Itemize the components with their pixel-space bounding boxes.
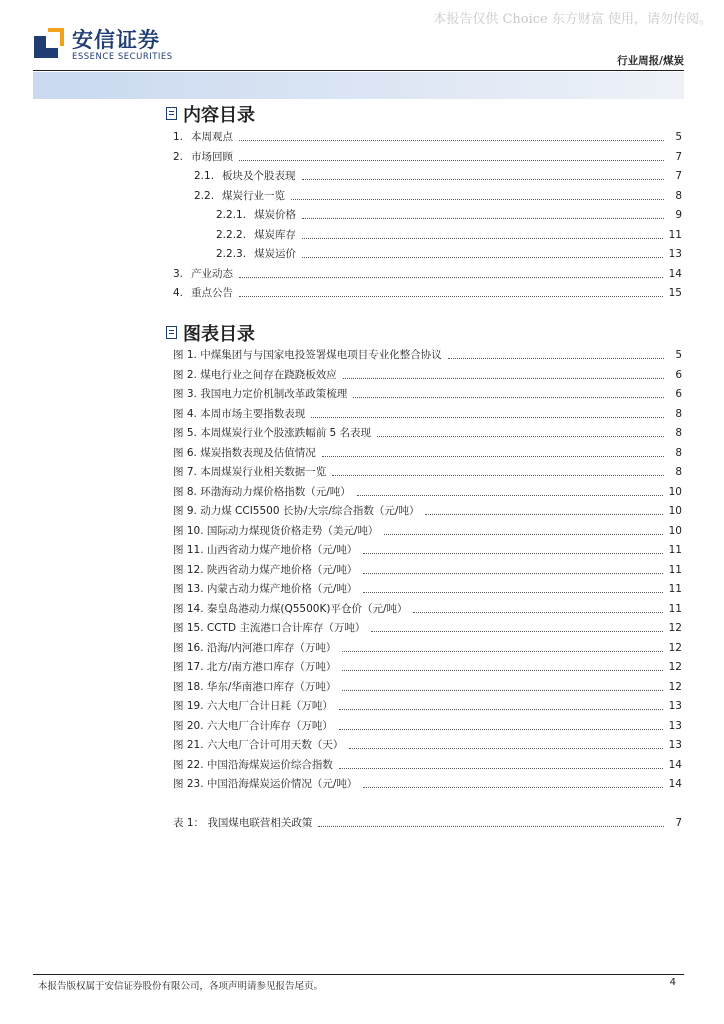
toc-entry-number: 2.2. — [194, 190, 215, 202]
figure-entry-label: 图 21. 六大电厂合计可用天数（天） — [173, 739, 344, 751]
figure-entry[interactable] — [173, 679, 682, 695]
figure-entry-label: 图 17. 北方/南方港口库存（万吨） — [173, 661, 337, 673]
figure-entry-page: 12 — [668, 661, 682, 673]
leader-dots — [322, 455, 664, 457]
toc-entry-label: 板块及个股表现 — [222, 170, 296, 182]
leader-dots — [357, 494, 663, 496]
figure-entry-page: 10 — [668, 505, 682, 517]
figure-entry[interactable] — [173, 718, 682, 734]
leader-dots — [384, 533, 662, 535]
leader-dots — [311, 416, 664, 418]
logo-name-cn: 安信证券 — [72, 28, 160, 52]
figure-entry-page: 12 — [668, 622, 682, 634]
toc-entry[interactable] — [216, 246, 682, 262]
figure-entry-label: 图 15. CCTD 主流港口合计库存（万吨） — [173, 622, 366, 634]
toc-entry[interactable] — [216, 227, 682, 243]
leader-dots — [363, 572, 662, 574]
figure-entry[interactable] — [173, 425, 682, 441]
figure-entry-label: 图 4. 本周市场主要指数表现 — [173, 408, 306, 420]
leader-dots — [339, 728, 663, 730]
leader-dots — [343, 377, 664, 379]
figure-entry-page: 13 — [668, 739, 682, 751]
figure-entry-page: 14 — [668, 778, 682, 790]
toc-entry-page: 9 — [675, 209, 682, 221]
figure-entry-page: 11 — [668, 583, 682, 595]
toc-entry[interactable] — [194, 168, 682, 184]
toc-entry-page: 13 — [668, 248, 682, 260]
leader-dots — [448, 357, 664, 359]
toc-entry-page: 5 — [675, 131, 682, 143]
figure-entry-label: 图 19. 六大电厂合计日耗（万吨） — [173, 700, 333, 712]
leader-dots — [342, 689, 662, 691]
figure-entry-label: 图 1. 中煤集团与与国家电投签署煤电项目专业化整合协议 — [173, 349, 442, 361]
figure-entry[interactable] — [173, 542, 682, 558]
leader-dots — [349, 747, 662, 749]
figure-entry-label: 图 8. 环渤海动力煤价格指数（元/吨） — [173, 486, 351, 498]
figure-entry-label: 图 11. 山西省动力煤产地价格（元/吨） — [173, 544, 358, 556]
figures-title: 图表目录 — [183, 324, 255, 345]
figure-entry[interactable] — [173, 620, 682, 636]
leader-dots — [363, 786, 662, 788]
toc-entry-number: 1. — [173, 131, 184, 143]
toc-entry[interactable] — [194, 188, 682, 204]
figure-entry[interactable] — [173, 562, 682, 578]
leader-dots — [318, 825, 664, 827]
toc-entry-label: 重点公告 — [191, 287, 234, 299]
page-number: 4 — [669, 977, 676, 988]
figure-entry-page: 13 — [668, 700, 682, 712]
toc-entry-number: 2.2.1. — [216, 209, 247, 221]
leader-dots — [239, 139, 664, 141]
company-logo — [32, 24, 212, 68]
figure-entry-page: 8 — [675, 447, 682, 459]
footer-divider — [33, 974, 684, 975]
toc-entry-number: 4. — [173, 287, 184, 299]
figure-entry[interactable] — [173, 523, 682, 539]
figure-entry-page: 6 — [675, 388, 682, 400]
figure-entry[interactable] — [173, 386, 682, 402]
toc-entry-number: 2. — [173, 151, 184, 163]
leader-dots — [377, 435, 664, 437]
leader-dots — [332, 474, 664, 476]
leader-dots — [339, 767, 663, 769]
toc-entry-label: 煤炭运价 — [254, 248, 297, 260]
figure-entry-label: 图 22. 中国沿海煤炭运价综合指数 — [173, 759, 333, 771]
figure-entry[interactable] — [173, 581, 682, 597]
toc-entry[interactable] — [216, 207, 682, 223]
leader-dots — [239, 159, 664, 161]
header-divider — [33, 70, 684, 71]
toc-entry[interactable] — [173, 285, 682, 301]
toc-entry[interactable] — [173, 266, 682, 282]
leader-dots — [302, 178, 664, 180]
figures-heading — [166, 320, 255, 346]
table-entry-label: 表 1： 我国煤电联营相关政策 — [173, 817, 313, 829]
figure-entry-page: 10 — [668, 525, 682, 537]
figure-entry-page: 14 — [668, 759, 682, 771]
toc-entry-number: 2.1. — [194, 170, 215, 182]
figure-entry-label: 图 13. 内蒙古动力煤产地价格（元/吨） — [173, 583, 358, 595]
report-category: 行业周报/煤炭 — [617, 55, 684, 67]
contents-heading — [166, 101, 255, 127]
toc-entry[interactable] — [173, 129, 682, 145]
figure-entry[interactable] — [173, 698, 682, 714]
leader-dots — [342, 669, 662, 671]
figure-entry-label: 图 14. 秦皇岛港动力煤(Q5500K)平仓价（元/吨） — [173, 603, 408, 615]
figure-entry-label: 图 20. 六大电厂合计库存（万吨） — [173, 720, 333, 732]
toc-entry-label: 煤炭库存 — [254, 229, 297, 241]
figure-entry-label: 图 9. 动力煤 CCI5500 长协/大宗/综合指数（元/吨） — [173, 505, 420, 517]
leader-dots — [413, 611, 662, 613]
figure-entry-label: 图 7. 本周煤炭行业相关数据一览 — [173, 466, 327, 478]
table-entry[interactable] — [173, 815, 682, 831]
watermark: 本报告仅供 Choice 东方财富 使用，请勿传阅。 — [433, 12, 712, 27]
figure-entry[interactable] — [173, 347, 682, 363]
figure-entry-page: 8 — [675, 408, 682, 420]
toc-entry-label: 煤炭行业一览 — [222, 190, 286, 202]
leader-dots — [371, 630, 662, 632]
leader-dots — [425, 513, 662, 515]
leader-dots — [239, 295, 663, 297]
figure-entry[interactable] — [173, 757, 682, 773]
figure-entry-page: 6 — [675, 369, 682, 381]
figure-entry-label: 图 10. 国际动力煤现货价格走势（美元/吨） — [173, 525, 379, 537]
figure-entry[interactable] — [173, 776, 682, 792]
figure-entry[interactable] — [173, 406, 682, 422]
toc-entry[interactable] — [173, 149, 682, 165]
figure-entry-page: 8 — [675, 427, 682, 439]
logo-mark-icon — [32, 26, 66, 60]
figure-entry-page: 8 — [675, 466, 682, 478]
list-icon — [166, 107, 177, 120]
leader-dots — [302, 256, 663, 258]
toc-entry-label: 本周观点 — [191, 131, 234, 143]
contents-title: 内容目录 — [183, 105, 255, 126]
figure-entry[interactable] — [173, 659, 682, 675]
leader-dots — [239, 276, 663, 278]
figure-entry-page: 11 — [668, 603, 682, 615]
leader-dots — [353, 396, 664, 398]
toc-entry-number: 2.2.3. — [216, 248, 247, 260]
figure-entry[interactable] — [173, 484, 682, 500]
toc-entry-number: 3. — [173, 268, 184, 280]
figure-entry[interactable] — [173, 601, 682, 617]
header-band — [33, 72, 684, 99]
figure-entry-page: 10 — [668, 486, 682, 498]
toc-entry-label: 煤炭价格 — [254, 209, 297, 221]
leader-dots — [302, 237, 663, 239]
figure-entry-label: 图 23. 中国沿海煤炭运价情况（元/吨） — [173, 778, 358, 790]
figure-entry[interactable] — [173, 737, 682, 753]
figure-entry-label: 图 2. 煤电行业之间存在跷跷板效应 — [173, 369, 337, 381]
figure-entry-page: 12 — [668, 681, 682, 693]
figure-entry-label: 图 5. 本周煤炭行业个股涨跌幅前 5 名表现 — [173, 427, 372, 439]
leader-dots — [339, 708, 663, 710]
figure-entry[interactable] — [173, 464, 682, 480]
leader-dots — [363, 591, 662, 593]
figure-entry-label: 图 3. 我国电力定价机制改革政策梳理 — [173, 388, 348, 400]
toc-entry-label: 产业动态 — [191, 268, 234, 280]
logo-name-en: ESSENCE SECURITIES — [72, 52, 173, 62]
figure-entry[interactable] — [173, 503, 682, 519]
figure-entry-label: 图 12. 陕西省动力煤产地价格（元/吨） — [173, 564, 358, 576]
toc-entry-page: 11 — [668, 229, 682, 241]
toc-entry-label: 市场回顾 — [191, 151, 234, 163]
toc-entry-number: 2.2.2. — [216, 229, 247, 241]
figure-entry[interactable] — [173, 367, 682, 383]
figure-entry[interactable] — [173, 640, 682, 656]
list-icon — [166, 326, 177, 339]
leader-dots — [342, 650, 662, 652]
figure-entry-page: 5 — [675, 349, 682, 361]
figure-entry-page: 11 — [668, 564, 682, 576]
figure-entry-page: 12 — [668, 642, 682, 654]
toc-entry-page: 7 — [675, 151, 682, 163]
figure-entry-page: 11 — [668, 544, 682, 556]
leader-dots — [302, 217, 664, 219]
figure-entry-page: 13 — [668, 720, 682, 732]
figure-entry[interactable] — [173, 445, 682, 461]
figure-entry-label: 图 18. 华东/华南港口库存（万吨） — [173, 681, 337, 693]
figure-entry-label: 图 6. 煤炭指数表现及估值情况 — [173, 447, 316, 459]
leader-dots — [363, 552, 662, 554]
figure-entry-label: 图 16. 沿海/内河港口库存（万吨） — [173, 642, 337, 654]
toc-entry-page: 14 — [668, 268, 682, 280]
toc-entry-page: 7 — [675, 170, 682, 182]
leader-dots — [291, 198, 664, 200]
table-entry-page: 7 — [675, 817, 682, 829]
toc-entry-page: 8 — [675, 190, 682, 202]
footer-disclaimer: 本报告版权属于安信证券股份有限公司，各项声明请参见报告尾页。 — [38, 981, 324, 992]
toc-entry-page: 15 — [668, 287, 682, 299]
